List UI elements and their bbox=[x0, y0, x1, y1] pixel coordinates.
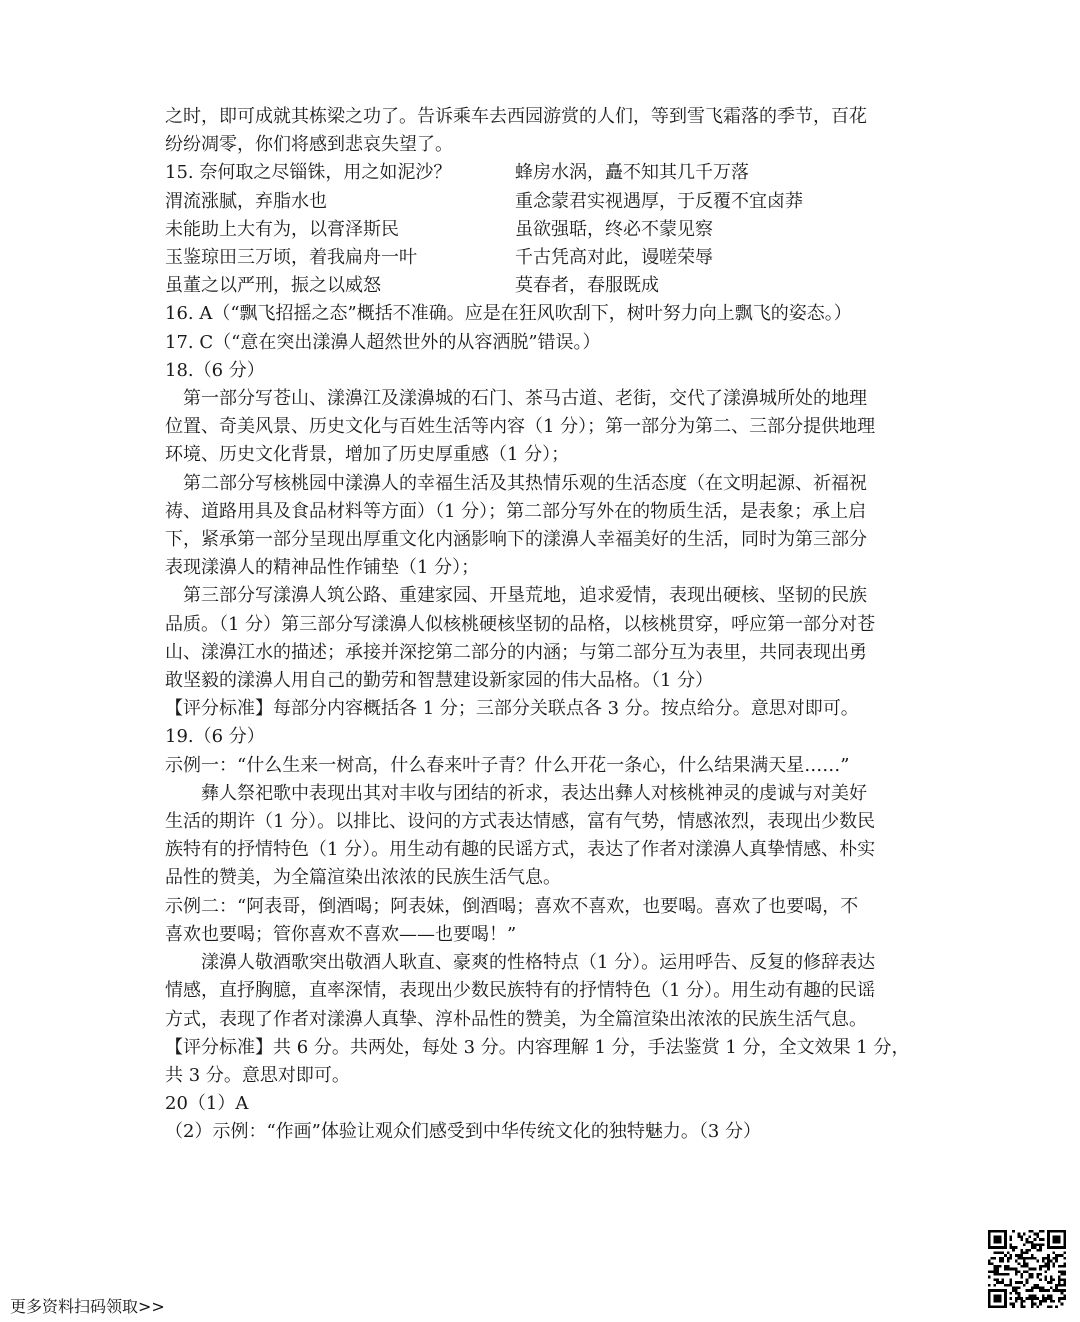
q15-right-5: 莫春者，春服既成 bbox=[515, 275, 659, 297]
q18-para2-line-4: 表现漾濞人的精神品性作铺垫（1 分）； bbox=[165, 557, 480, 579]
intro-line-2: 纷纷凋零，你们将感到悲哀失望了。 bbox=[165, 134, 453, 156]
q18-para2-line-1: 第二部分写核桃园中漾濞人的幸福生活及其热情乐观的生活态度（在文明起源、祈福祝 bbox=[183, 472, 867, 494]
q18-criteria: 【评分标准】每部分内容概括各 1 分；三部分关联点各 3 分。按点给分。意思对即可。 bbox=[165, 698, 859, 720]
q19-criteria-1: 【评分标准】共 6 分。共两处，每处 3 分。内容理解 1 分，手法鉴赏 1 分，全文效果 1 分， bbox=[165, 1036, 910, 1058]
q15-right-3: 虽欲强聒，终必不蒙见察 bbox=[515, 218, 713, 240]
q19-label: 19.（6 分） bbox=[165, 726, 265, 748]
q18-para1-line-1: 第一部分写苍山、漾濞江及漾濞城的石门、茶马古道、老街，交代了漾濞城所处的地理 bbox=[183, 388, 867, 410]
q18-para2-line-3: 下，紧承第一部分呈现出厚重文化内涵影响下的漾濞人幸福美好的生活，同时为第三部分 bbox=[165, 529, 867, 551]
q15-left-4: 玉鉴琼田三万顷，着我扁舟一叶 bbox=[165, 247, 417, 269]
q15-right-4: 千古凭高对此，谩嗟荣辱 bbox=[515, 247, 713, 269]
question-16: 16. A（“飘飞招摇之态”概括不准确。应是在狂风吹刮下，树叶努力向上飘飞的姿态。） bbox=[165, 303, 852, 325]
q19-example1-line-3: 族特有的抒情特色（1 分）。用生动有趣的民谣方式，表达了作者对漾濞人真挚情感、朴实 bbox=[165, 839, 876, 861]
question-18 bbox=[165, 357, 925, 724]
q15-left-5: 虽董之以严刑，振之以威怒 bbox=[165, 275, 381, 297]
q15-row-2 bbox=[165, 188, 925, 216]
q18-para1-line-3: 环境、历史文化背景，增加了历史厚重感（1 分）； bbox=[165, 444, 570, 466]
q18-para3-line-2: 品质。（1 分）第三部分写漾濞人似核桃硬核坚韧的品格，以核桃贯穿，呼应第一部分对苍 bbox=[165, 613, 876, 635]
q15-row-4 bbox=[165, 244, 925, 272]
question-19 bbox=[165, 723, 925, 1090]
q20-part2: （2）示例：“作画”体验让观众们感受到中华传统文化的独特魅力。（3 分） bbox=[165, 1121, 762, 1143]
question-20 bbox=[165, 1090, 925, 1146]
q19-example1-line-1: 彝人祭祀歌中表现出其对丰收与团结的祈求，表达出彝人对核桃神灵的虔诚与对美好 bbox=[201, 782, 867, 804]
q20-part1: 20（1）A bbox=[165, 1093, 249, 1115]
footer-link[interactable]: 更多资料扫码领取>> bbox=[10, 1297, 165, 1316]
q19-example1-quote: 示例一：“什么生来一树高，什么春来叶子青？什么开花一条心，什么结果满天星……” bbox=[165, 754, 850, 776]
q15-right-2: 重念蒙君实视遇厚，于反覆不宜卤莽 bbox=[515, 190, 803, 212]
q19-example1-line-4: 品性的赞美，为全篇渲染出浓浓的民族生活气息。 bbox=[165, 867, 561, 889]
q15-left-1: 奈何取之尽锱铢，用之如泥沙？ bbox=[199, 162, 452, 184]
intro-line-1: 之时，即可成就其栋梁之功了。告诉乘车去西园游赏的人们，等到雪飞霜落的季节，百花 bbox=[165, 106, 867, 127]
question-15 bbox=[165, 159, 925, 300]
q15-row-3 bbox=[165, 216, 925, 244]
q15-label: 15. bbox=[165, 162, 200, 184]
q19-example2-quote-1: 示例二：“阿表哥，倒酒喝；阿表妹，倒酒喝；喜欢不喜欢，也要喝。喜欢了也要喝，不 bbox=[165, 895, 859, 917]
q18-para3-line-3: 山、漾濞江水的描述；承接并深挖第二部分的内涵；与第二部分互为表里，共同表现出勇 bbox=[165, 641, 867, 663]
q18-para3-line-4: 敢坚毅的漾濞人用自己的勤劳和智慧建设新家园的伟大品格。（1 分） bbox=[165, 670, 714, 692]
q18-para2-line-2: 祷、道路用具及食品材料等方面）（1 分）；第二部分写外在的物质生活，是表象；承上启 bbox=[165, 500, 867, 522]
q19-criteria-2: 共 3 分。意思对即可。 bbox=[165, 1064, 350, 1086]
q19-example2-line-3: 方式，表现了作者对漾濞人真挚、淳朴品性的赞美，为全篇渲染出浓浓的民族生活气息。 bbox=[165, 1008, 867, 1030]
q18-label: 18.（6 分） bbox=[165, 359, 265, 381]
qr-code-icon[interactable] bbox=[988, 1230, 1066, 1308]
q15-left-3: 未能助上大有为，以膏泽斯民 bbox=[165, 218, 399, 240]
question-17: 17. C（“意在突出漾濞人超然世外的从容洒脱”错误。） bbox=[165, 331, 601, 353]
q19-example2-quote-2: 喜欢也要喝；管你喜欢不喜欢——也要喝！” bbox=[165, 923, 517, 945]
q15-row-1 bbox=[165, 159, 925, 187]
q19-example2-line-1: 漾濞人敬酒歌突出敬酒人耿直、豪爽的性格特点（1 分）。运用呼告、反复的修辞表达 bbox=[201, 952, 876, 974]
q15-row-5 bbox=[165, 272, 925, 300]
q15-right-1: 蜂房水涡，矗不知其几千万落 bbox=[515, 162, 749, 184]
answer-page bbox=[165, 103, 925, 1147]
q18-para1-line-2: 位置、奇美风景、历史文化与百姓生活等内容（1 分）；第一部分为第二、三部分提供地理 bbox=[165, 416, 876, 438]
q18-para3-line-1: 第三部分写漾濞人筑公路、重建家园、开垦荒地，追求爱情，表现出硬核、坚韧的民族 bbox=[183, 585, 867, 607]
q15-left-2: 渭流涨腻，弃脂水也 bbox=[165, 190, 327, 212]
q19-example1-line-2: 生活的期许（1 分）。以排比、设问的方式表达情感，富有气势，情感浓烈，表现出少数民 bbox=[165, 811, 876, 833]
q19-example2-line-2: 情感，直抒胸臆，直率深情，表现出少数民族特有的抒情特色（1 分）。用生动有趣的民谣 bbox=[165, 980, 876, 1002]
